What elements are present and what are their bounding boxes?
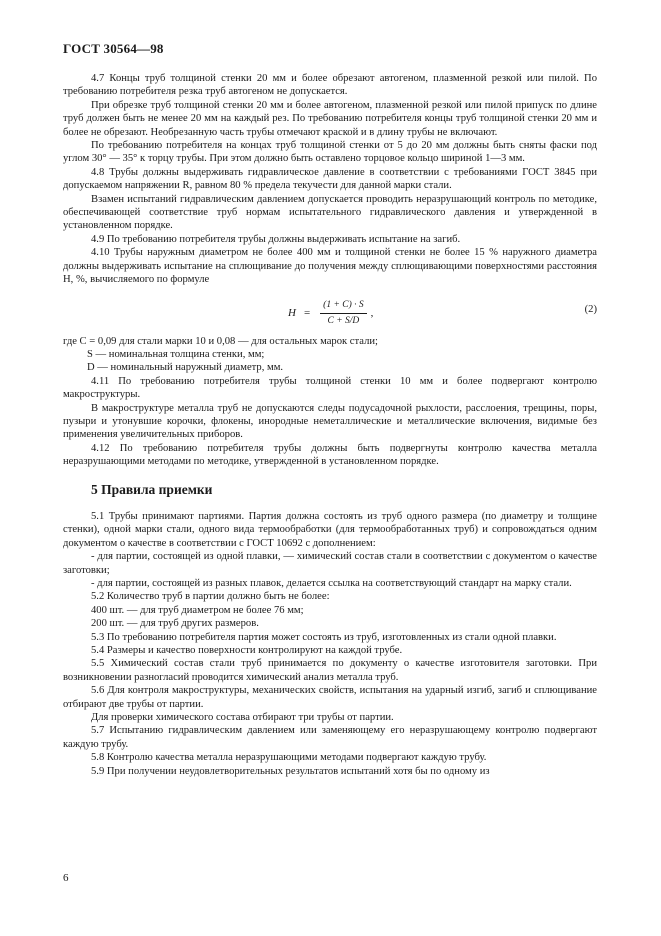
formula-equals: =	[303, 306, 311, 319]
paragraph-5-8: 5.8 Контролю качества металла неразрушающими методами подвергают каждую трубу.	[91, 752, 487, 764]
paragraph-5-2: 5.2 Количество труб в партии должно быть не более:	[91, 591, 330, 603]
paragraph-5-4: 5.4 Размеры и качество поверхности контролируют на каждой трубе.	[91, 645, 403, 657]
formula-number: (2)	[584, 303, 597, 315]
paragraph-4-9: 4.9 По требованию потребителя трубы должны выдерживать испытание на загиб.	[91, 233, 461, 245]
paragraph-5-6-chem: Для проверки химического состава отбирают три трубы от партии.	[91, 712, 394, 724]
paragraph-4-10: 4.10 Трубы наружным диаметром не более 400 мм и толщиной стенки не более 15 % наружного диаметра должны выдерживать испытание на сплющивание до получения между сплющивающими поверхностями расстояния H, %, вычисляемого по формуле	[63, 247, 597, 286]
list-item: 400 шт. — для труб диаметром не более 76 мм;	[91, 604, 304, 616]
formula-numerator: (1 + C) · S	[320, 299, 366, 314]
paragraph-4-11-macro: В макроструктуре металла труб не допускаются следы подусадочной рыхлости, расслоения, трещины, поры, пузыри и утонувшие корочки, флокены, инородные неметаллические и металлические включения, видимые без применения увеличительных приборов.	[63, 402, 597, 441]
list-item: - для партии, состоящей из одной плавки, — химический состав стали в соответствии с документом о качестве заготовки;	[63, 551, 597, 576]
formula-comma: ,	[370, 306, 374, 319]
paragraph-4-8: 4.8 Трубы должны выдерживать гидравлическое давление в соответствии с требованиями ГОСТ 3845 при допускаемом напряжении R, равном 80 % предела текучести для данной марки стали.	[63, 166, 597, 192]
formula-block	[63, 297, 597, 327]
paragraph-5-9: 5.9 При получении неудовлетворительных результатов испытаний хотя бы по одному из	[91, 765, 490, 777]
paragraph-5-7: 5.7 Испытанию гидравлическим давлением или заменяющему его неразрушающему контролю подвергают каждую трубу.	[63, 725, 597, 750]
paragraph-4-12: 4.12 По требованию потребителя трубы должны быть подвергнуты контролю качества металла неразрушающими методами по методике, утвержденной в установленном порядке.	[63, 442, 597, 468]
paragraph-4-7-chamfer: По требованию потребителя на концах труб толщиной стенки от 5 до 20 мм должны быть сняты фаски под углом 30° — 35° к торцу трубы. При этом должно быть оставлено торцовое кольцо шириной 1—3 мм.	[63, 140, 597, 165]
paragraph-5-6: 5.6 Для контроля макроструктуры, механических свойств, испытания на ударный изгиб, загиб и сплющивание отбирают две трубы от партии.	[63, 685, 597, 710]
formula-denominator: C + S/D	[327, 315, 360, 326]
formula-fraction	[320, 299, 366, 329]
where-line-s: S — номинальная толщина стенки, мм;	[87, 348, 265, 360]
paragraph-4-8-alt: Взамен испытаний гидравлическим давлением допускается проводить неразрушающий контроль по методике, обеспечивающей соответствие труб нормам испытательного гидравлического давления и утвержденной в установленном порядке.	[63, 193, 597, 232]
paragraph-5-3: 5.3 По требованию потребителя партия может состоять из труб, изготовленных из стали одной плавки.	[91, 631, 557, 643]
list-item: 200 шт. — для труб других размеров.	[91, 618, 259, 630]
list-item: - для партии, состоящей из разных плавок, делается ссылка на соответствующий стандарт на марку стали.	[91, 578, 572, 589]
paragraph-5-1: 5.1 Трубы принимают партиями. Партия должна состоять из труб одного размера (по диаметру и толщине стенки), одной марки стали, одного вида термообработки (для термообработанных труб) и сопровождаться одним документом о качестве в соответствии с ГОСТ 10692 с дополнением:	[63, 510, 597, 549]
formula-lhs: H	[288, 306, 296, 319]
where-line-d: D — номинальный наружный диаметр, мм.	[87, 362, 284, 374]
where-line-c: где C = 0,09 для стали марки 10 и 0,08 — для остальных марок стали;	[63, 335, 378, 347]
section-title: 5 Правила приемки	[91, 481, 213, 497]
paragraph-4-7-cut: При обрезке труб толщиной стенки 20 мм и более автогеном, плазменной резкой или пилой припуск по длине труб должен быть не менее 20 мм на каждый рез. По требованию потребителя концы труб толщиной стенки 20 мм и более не обрезают. Необрезанную часть трубы отмечают краской и в длину трубы не включают.	[63, 99, 597, 138]
document-body	[63, 72, 597, 778]
paragraph-4-7: 4.7 Концы труб толщиной стенки 20 мм и более обрезают автогеном, плазменной резкой или пилой. По требованию потребителя резка труб автогеном не допускается.	[63, 73, 597, 98]
paragraph-4-11: 4.11 По требованию потребителя трубы толщиной стенки 10 мм и более подвергают контролю макроструктуры.	[63, 375, 597, 401]
document-header: ГОСТ 30564—98	[63, 41, 164, 56]
formula	[288, 299, 373, 329]
page-number: 6	[63, 872, 69, 884]
paragraph-5-5: 5.5 Химический состав стали труб принимается по документу о качестве изготовителя заготовки. При возникновении разногласий проводится химический анализ металла труб.	[63, 658, 597, 683]
